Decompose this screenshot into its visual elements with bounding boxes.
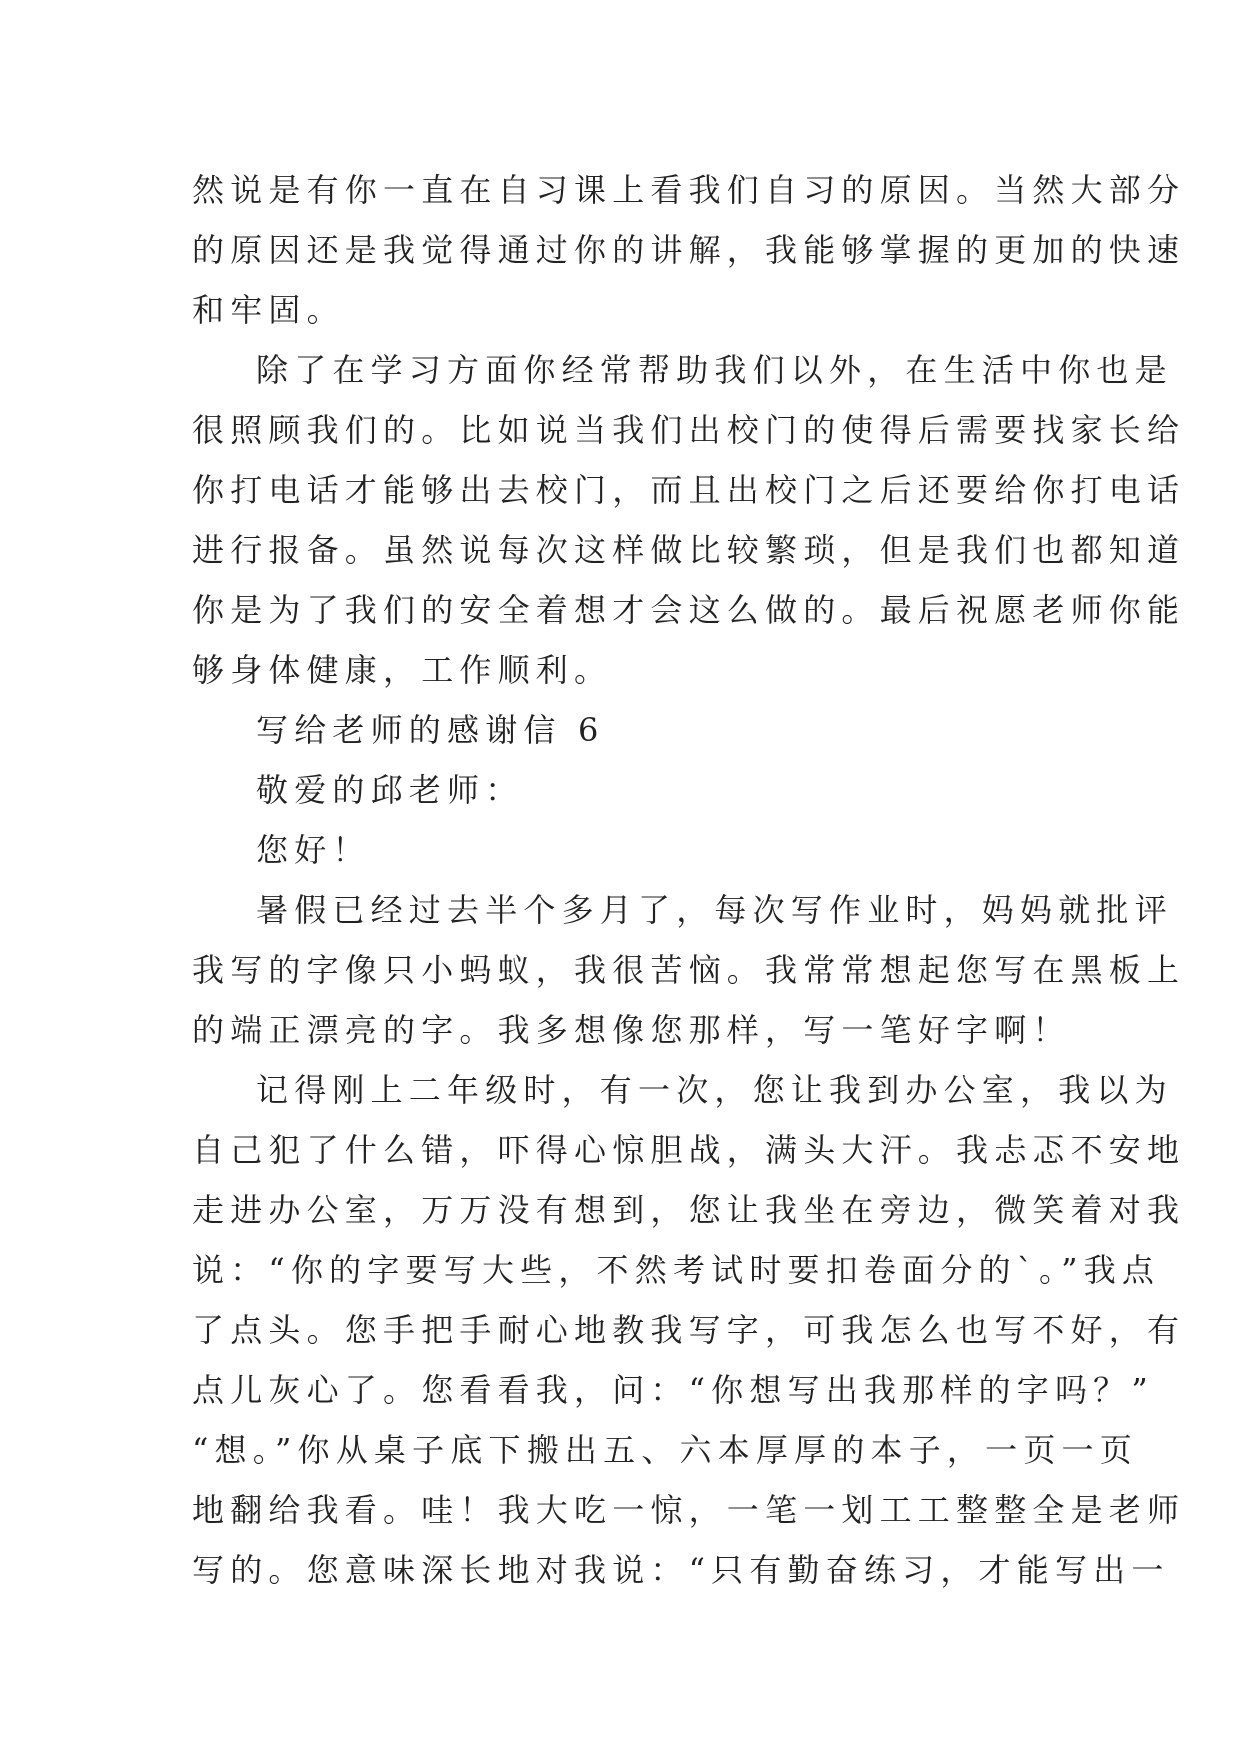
text-line: “想。”你从桌子底下搬出五、六本厚厚的本子，一页一页 bbox=[192, 1431, 1138, 1469]
text-line: 了点头。您手把手耐心地教我写字，可我怎么也写不好，有 bbox=[192, 1311, 1186, 1349]
paragraph-first-line: 除了在学习方面你经常帮助我们以外，在生活中你也是 bbox=[256, 351, 1173, 389]
text-line: 进行报备。虽然说每次这样做比较繁琐，但是我们也都知道 bbox=[192, 531, 1186, 569]
greeting: 您好！ bbox=[256, 831, 371, 869]
text-line: 地翻给我看。哇！我大吃一惊，一笔一划工工整整全是老师 bbox=[192, 1491, 1186, 1529]
text-line: 然说是有你一直在自习课上看我们自习的原因。当然大部分 bbox=[192, 171, 1186, 209]
text-line: 和牢固。 bbox=[192, 291, 345, 329]
letter-body bbox=[192, 160, 1186, 1600]
text-line: 你打电话才能够出去校门，而且出校门之后还要给你打电话 bbox=[192, 471, 1186, 509]
text-line: 点儿灰心了。您看看我，问：“你想写出我那样的字吗？” bbox=[192, 1371, 1154, 1409]
text-line: 够身体健康，工作顺利。 bbox=[192, 651, 613, 689]
paragraph-first-line: 记得刚上二年级时，有一次，您让我到办公室，我以为 bbox=[256, 1071, 1173, 1109]
text-line: 我写的字像只小蚂蚁，我很苦恼。我常常想起您写在黑板上 bbox=[192, 951, 1186, 989]
text-line: 自己犯了什么错，吓得心惊胆战，满头大汗。我忐忑不安地 bbox=[192, 1131, 1186, 1169]
salutation: 敬爱的邱老师： bbox=[256, 771, 524, 809]
paragraph-first-line: 暑假已经过去半个多月了，每次写作业时，妈妈就批评 bbox=[256, 891, 1173, 929]
text-line: 你是为了我们的安全着想才会这么做的。最后祝愿老师你能 bbox=[192, 591, 1186, 629]
text-line: 的原因还是我觉得通过你的讲解，我能够掌握的更加的快速 bbox=[192, 231, 1186, 269]
text-line: 很照顾我们的。比如说当我们出校门的使得后需要找家长给 bbox=[192, 411, 1186, 449]
letter-title: 写给老师的感谢信 6 bbox=[256, 711, 605, 749]
text-line: 写的。您意味深长地对我说：“只有勤奋练习，才能写出一 bbox=[192, 1551, 1170, 1589]
text-line: 走进办公室，万万没有想到，您让我坐在旁边，微笑着对我 bbox=[192, 1191, 1186, 1229]
text-line: 的端正漂亮的字。我多想像您那样，写一笔好字啊！ bbox=[192, 1011, 1071, 1049]
text-line: 说：“你的字要写大些，不然考试时要扣卷面分的`。”我点 bbox=[192, 1251, 1161, 1289]
